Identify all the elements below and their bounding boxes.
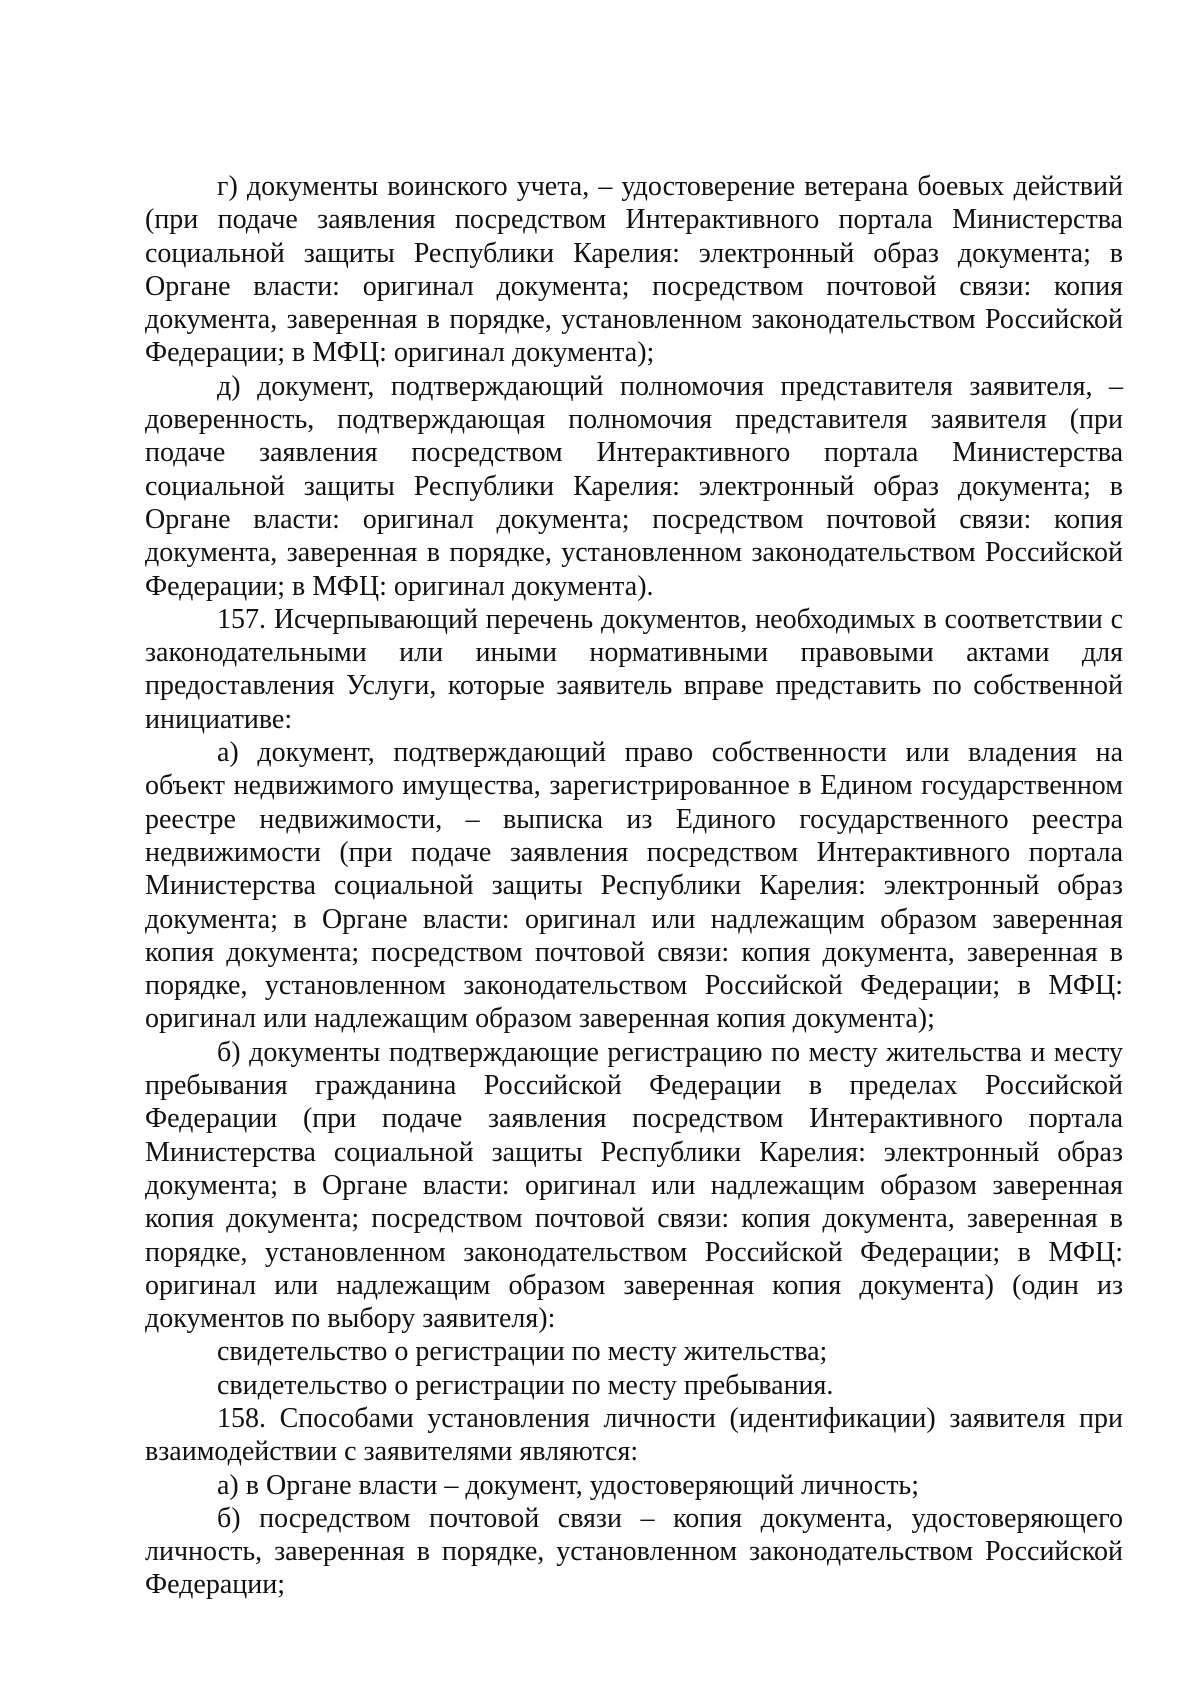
- paragraph-157-documents-list: 157. Исчерпывающий перечень документов, необходимых в соответствии с законодательными или иными нормативными правовыми актами для предоставления Услуги, которые заявитель вправе представить по собственной инициативе:: [145, 603, 1123, 735]
- paragraph-157a-property-document: а) документ, подтверждающий право собственности или владения на объект недвижимого имущества, зарегистрированное в Едином государственном реестре недвижимости, – выписка из Единого государственного реестра недвижимости (при подаче заявления посредством Интерактивного портала Министерства социальной защиты Республики Карелия: электронный образ документа; в Органе власти: оригинал или надлежащим образом заверенная копия документа; посредством почтовой связи: копия документа, заверенная в порядке, установленном законодательством Российской Федерации; в МФЦ: оригинал или надлежащим образом заверенная копия документа);: [145, 737, 1123, 1035]
- document-body: [145, 170, 1123, 1602]
- paragraph-158-identification-methods: 158. Способами установления личности (идентификации) заявителя при взаимодействии с заявителями являются:: [145, 1402, 1123, 1468]
- paragraph-158b-postal-identity: б) посредством почтовой связи – копия документа, удостоверяющего личность, заверенная в порядке, установленном законодательством Российской Федерации;: [145, 1502, 1123, 1601]
- paragraph-residence-certificate: свидетельство о регистрации по месту жительства;: [217, 1336, 828, 1368]
- paragraph-157b-registration-documents: б) документы подтверждающие регистрацию по месту жительства и месту пребывания гражданина Российской Федерации в пределах Российской Федерации (при подаче заявления посредством Интерактивного портала Министерства социальной защиты Республики Карелия: электронный образ документа; в Органе власти: оригинал или надлежащим образом заверенная копия документа; посредством почтовой связи: копия документа, заверенная в порядке, установленном законодательством Российской Федерации; в МФЦ: оригинал или надлежащим образом заверенная копия документа) (один из документов по выбору заявителя):: [145, 1036, 1123, 1335]
- paragraph-g-military-documents: г) документы воинского учета, – удостоверение ветерана боевых действий (при подаче заявления посредством Интерактивного портала Министерства социальной защиты Республики Карелия: электронный образ документа; в Органе власти: оригинал документа; посредством почтовой связи: копия документа, заверенная в порядке, установленном законодательством Российской Федерации; в МФЦ: оригинал документа);: [145, 171, 1123, 369]
- paragraph-158a-authority-identity: а) в Органе власти – документ, удостоверяющий личность;: [217, 1469, 919, 1501]
- paragraph-d-representative-authority: д) документ, подтверждающий полномочия представителя заявителя, – доверенность, подтверждающая полномочия представителя заявителя (при подаче заявления посредством Интерактивного портала Министерства социальной защиты Республики Карелия: электронный образ документа; в Органе власти: оригинал документа; посредством почтовой связи: копия документа, заверенная в порядке, установленном законодательством Российской Федерации; в МФЦ: оригинал документа).: [145, 370, 1123, 602]
- paragraph-stay-certificate: свидетельство о регистрации по месту пребывания.: [217, 1369, 834, 1401]
